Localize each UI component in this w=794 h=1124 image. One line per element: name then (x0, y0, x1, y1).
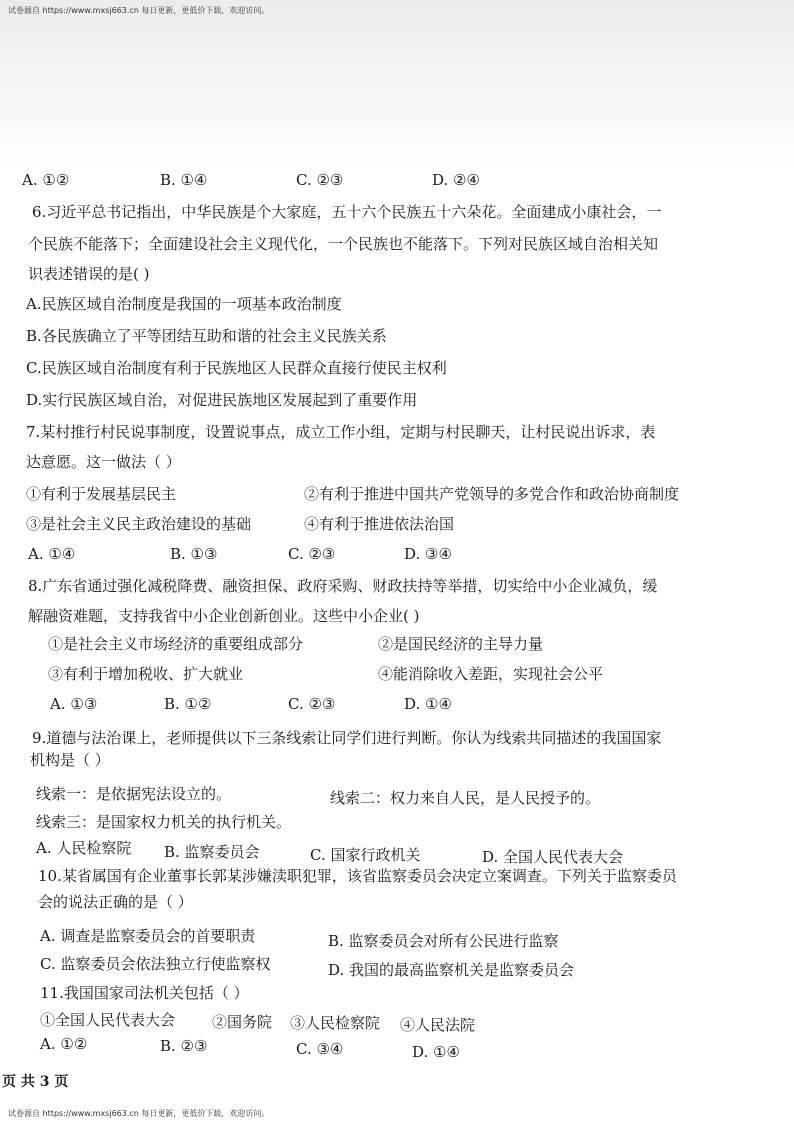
q11-item-1: ①全国人民代表大会 (40, 1011, 176, 1029)
q6-stem-line-2: 个民族不能落下；全面建设社会主义现代化，一个民族也不能落下。下列对民族区域自治相关知 (28, 235, 659, 253)
q10-option-d: D. 我国的最高监察机关是监察委员会 (328, 961, 575, 979)
q9-option-c: C. 国家行政机关 (310, 846, 421, 864)
q8-option-c: C. ②③ (288, 695, 336, 713)
q6-option-b: B.各民族确立了平等团结互助和谐的社会主义民族关系 (26, 327, 387, 345)
q8-item-2: ②是国民经济的主导力量 (378, 635, 544, 653)
q8-item-4: ④能消除收入差距，实现社会公平 (378, 665, 604, 683)
q5-option-c: C. ②③ (296, 171, 344, 189)
q5-option-a: A. ①② (22, 171, 70, 189)
q8-option-b: B. ①② (164, 695, 212, 713)
q11-option-c: C. ③④ (296, 1040, 344, 1058)
q7-stem-line-2: 达意愿。这一做法（ ） (26, 453, 181, 471)
page-number: 页 共 3 页 (2, 1074, 69, 1090)
q9-clue-1: 线索一：是依据宪法设立的。 (36, 785, 232, 803)
q10-option-a: A. 调查是监察委员会的首要职责 (40, 927, 256, 945)
q6-option-d: D.实行民族区域自治，对促进民族地区发展起到了重要作用 (26, 391, 418, 409)
q10-stem-line-2: 会的说法正确的是（ ） (38, 893, 193, 911)
q6-option-a: A.民族区域自治制度是我国的一项基本政治制度 (26, 295, 342, 313)
q9-clue-3: 线索三：是国家权力机关的执行机关。 (36, 813, 292, 831)
q11-option-d: D. ①④ (412, 1043, 460, 1061)
q6-stem-line-3: 识表述错误的是( ) (28, 265, 150, 283)
q5-option-d: D. ②④ (432, 171, 480, 189)
q11-item-2: ②国务院 (212, 1013, 273, 1031)
q11-option-b: B. ②③ (160, 1037, 208, 1055)
q9-option-d: D. 全国人民代表大会 (482, 848, 624, 866)
q8-item-1: ①是社会主义市场经济的重要组成部分 (48, 635, 304, 653)
q9-stem-line-1: 9.道德与法治课上，老师提供以下三条线索让同学们进行判断。你认为线索共同描述的我国国家 (32, 729, 662, 747)
q10-option-b: B. 监察委员会对所有公民进行监察 (328, 932, 559, 950)
q6-option-c: C.民族区域自治制度有利于民族地区人民群众直接行使民主权利 (26, 359, 447, 377)
q7-item-3: ③是社会主义民主政治建设的基础 (26, 515, 252, 533)
q8-stem-line-1: 8.广东省通过强化减税降费、融资担保、政府采购、财政扶持等举措，切实给中小企业减负，缓 (28, 577, 658, 595)
q8-item-3: ③有利于增加税收、扩大就业 (48, 665, 244, 683)
q7-option-c: C. ②③ (288, 545, 336, 563)
q7-option-d: D. ③④ (404, 545, 452, 563)
q9-stem-line-2: 机构是（ ） (30, 751, 110, 769)
q7-option-a: A. ①④ (28, 545, 76, 563)
q6-stem-line-1: 6.习近平总书记指出，中华民族是个大家庭，五十六个民族五十六朵花。全面建成小康社会，一 (32, 203, 662, 221)
q8-option-a: A. ①③ (50, 695, 98, 713)
q11-stem: 11.我国国家司法机关包括（ ） (40, 984, 249, 1002)
q5-option-b: B. ①④ (160, 171, 208, 189)
footer-note: 试卷源自 https://www.mxsj663.cn 每日更新，更低价下载，欢迎访问。 (8, 1109, 270, 1118)
scan-shading (0, 0, 794, 170)
q9-option-a: A. 人民检察院 (36, 839, 132, 857)
q7-option-b: B. ①③ (170, 545, 218, 563)
q10-stem-line-1: 10.某省属国有企业董事长郭某涉嫌渎职犯罪，该省监察委员会决定立案调查。下列关于监察委员 (38, 867, 677, 885)
q9-clue-2: 线索二：权力来自人民，是人民授予的。 (330, 789, 601, 807)
header-note: 试卷源自 https://www.mxsj663.cn 每日更新，更低价下载，欢迎访问。 (8, 6, 270, 15)
q11-option-a: A. ①② (40, 1035, 88, 1053)
q8-stem-line-2: 解融资难题，支持我省中小企业创新创业。这些中小企业( ) (28, 607, 420, 625)
q7-item-1: ①有利于发展基层民主 (26, 485, 177, 503)
q7-stem-line-1: 7.某村推行村民说事制度，设置说事点，成立工作小组，定期与村民聊天，让村民说出诉求，表 (26, 423, 656, 441)
q7-item-4: ④有利于推进依法治国 (304, 515, 455, 533)
q9-option-b: B. 监察委员会 (164, 843, 260, 861)
q11-item-4: ④人民法院 (400, 1016, 476, 1034)
q10-option-c: C. 监察委员会依法独立行使监察权 (40, 955, 271, 973)
q11-item-3: ③人民检察院 (290, 1014, 381, 1032)
q8-option-d: D. ①④ (404, 695, 452, 713)
q7-item-2: ②有利于推进中国共产党领导的多党合作和政治协商制度 (304, 485, 680, 503)
